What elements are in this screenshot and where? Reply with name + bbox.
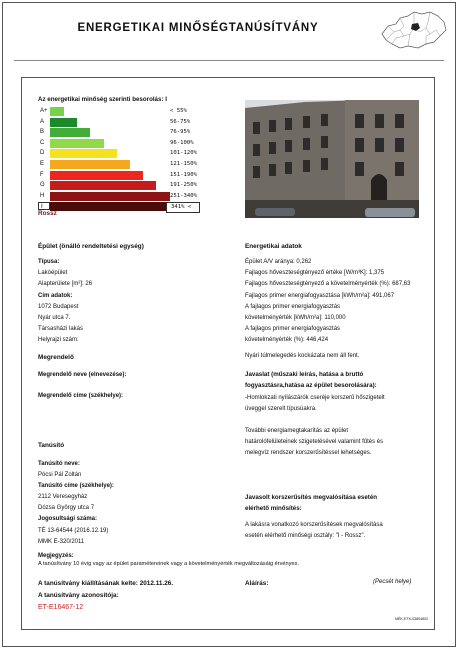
certifier-name-value: Pócsi Pál Zoltán — [38, 472, 82, 478]
license-line: TÉ 13-64544 (2016.12.19) — [38, 528, 109, 534]
signature-label: Aláírás: — [245, 580, 269, 587]
energy-class-range: 121-150% — [170, 161, 197, 167]
energy-class-row — [38, 139, 222, 148]
energy-class-range: 151-190% — [170, 171, 197, 178]
client-heading: Megrendelő — [38, 354, 74, 361]
energy-class-bar — [50, 160, 130, 169]
energy-line: Épület A/V aránya: 0,262 — [245, 259, 312, 265]
energy-class-bar — [50, 149, 117, 158]
address-line: Nyár utca 7. — [38, 315, 71, 321]
energy-class-range: 251-340% — [170, 192, 197, 199]
energy-class-row — [38, 160, 222, 169]
energy-class-bar — [50, 192, 170, 201]
energy-class-letter: A — [40, 118, 45, 125]
energy-class-bar — [50, 118, 77, 127]
energy-class-letter: C — [40, 139, 45, 146]
proposal-line: határolófelületeinek szigetelésével valamint fűtés és — [245, 439, 384, 445]
energy-line: A fajlagos primer energiafogyasztás — [245, 326, 341, 332]
notes-text: A tanúsítvány 10 évig vagy az épület paramétereinek vagy a követelményérték megváltozásáig érvényes. — [38, 561, 299, 567]
energy-line: A fajlagos primer energiafogyasztás — [245, 304, 341, 310]
license-label: Jogosultsági száma: — [38, 516, 98, 522]
hungary-map-icon — [378, 4, 450, 56]
energy-heading: Energetikai adatok — [245, 243, 302, 250]
energy-class-row — [38, 149, 222, 158]
proposal-line: melegvíz rendszer korszerűsítéssel lehetséges. — [245, 450, 372, 456]
license-line: MMK E-320/2011 — [38, 539, 85, 545]
building-type-label: Típusa: — [38, 259, 60, 265]
overheat-note: Nyári túlmelegedés kockázata nem áll fent. — [245, 353, 360, 359]
upgrade-line: esetén elérhető minőségi osztály: "I - Rossz". — [245, 533, 366, 539]
energy-class-letter: A+ — [40, 108, 48, 114]
upgrade-heading: Javasolt korszerűsítés megvalósítása esetén — [245, 494, 378, 501]
building-area: Alapterülete [m²]: 26 — [38, 281, 93, 287]
upgrade-heading: elérhető minősítés: — [245, 505, 302, 512]
energy-line: Fajlagos hőveszteségtényező értéke [W/m³K]: 1,375 — [245, 270, 385, 276]
proposal-line: üveggel szerelt típusúakra. — [245, 406, 317, 412]
plot-number-label: Helyrajzi szám: — [38, 337, 79, 343]
proposal-heading: Javaslat (műszaki leírás, hatása a bruttó — [245, 371, 364, 378]
energy-line: Fajlagos primer energiafogyasztása [kWh/m²a]: 491,067 — [245, 293, 395, 299]
energy-class-letter: F — [40, 171, 44, 178]
energy-class-bar — [50, 171, 143, 180]
energy-class-row — [38, 118, 222, 127]
client-address-label: Megrendelő címe (székhelye): — [38, 393, 124, 399]
energy-class-bar — [50, 139, 104, 148]
address-label: Cím adatok: — [38, 293, 73, 299]
energy-class-letter: I — [38, 202, 50, 210]
certifier-address-line: 2112 Veresegyház — [38, 494, 88, 500]
energy-class-bar — [50, 128, 90, 137]
energy-class-range: 96-100% — [170, 139, 194, 146]
energy-class-letter: B — [40, 129, 45, 136]
classification-heading: Az energetikai minőség szerinti besorolás: I — [38, 96, 167, 103]
building-photo — [245, 100, 419, 218]
energy-class-row — [38, 192, 222, 201]
classification-result: Rossz — [38, 210, 57, 217]
certifier-name-label: Tanúsító neve: — [38, 461, 80, 467]
energy-class-letter: D — [40, 150, 45, 157]
footer-code: MÉK-ETK-03804802 — [395, 617, 429, 621]
building-type-value: Lakóépület — [38, 270, 68, 276]
energy-class-row — [38, 181, 222, 190]
energy-class-bar — [50, 202, 183, 211]
certificate-title: ENERGETIKAI MINŐSÉGTANÚSÍTVÁNY — [77, 22, 319, 34]
energy-line: követelményérték [kWh/m²a]: 110,000 — [245, 315, 346, 321]
energy-class-row — [38, 202, 222, 211]
energy-line: követelményérték (%): 446,424 — [245, 337, 329, 343]
proposal-line: -Homlokzati nyílászárók cseréje korszerű hőszigetelt — [245, 395, 385, 401]
energy-class-row — [38, 171, 222, 180]
issue-date: A tanúsítvány kiállításának kelte: 2012.11.26. — [38, 580, 174, 587]
energy-class-letter: H — [40, 192, 45, 199]
energy-class-range: 76-95% — [170, 129, 191, 136]
proposal-line: További energiamegtakarítás az épület — [245, 428, 349, 434]
header-divider — [14, 60, 444, 61]
certifier-address-line: Dózsa György utca 7 — [38, 505, 95, 511]
energy-class-bar — [50, 181, 156, 190]
upgrade-line: A lakásra vonatkozó korszerűsítések megvalósítása — [245, 522, 383, 528]
energy-class-letter: G — [40, 182, 45, 189]
certificate-id-label: A tanúsítvány azonosítója: — [38, 592, 119, 599]
energy-class-range: 101-120% — [170, 150, 197, 157]
energy-class-range: < 55% — [170, 108, 187, 114]
certifier-address-label: Tanúsító címe (székhelye): — [38, 483, 114, 489]
certificate-id-value: ET-E16467-12 — [38, 604, 84, 611]
building-heading: Épület (önálló rendeltetési egység) — [38, 243, 144, 250]
energy-class-range: 341% < — [166, 202, 200, 213]
address-line: 1072 Budapest — [38, 304, 79, 310]
notes-label: Megjegyzés: — [38, 553, 74, 559]
energy-class-letter: E — [40, 161, 45, 167]
energy-class-row — [38, 107, 222, 116]
certifier-heading: Tanúsító — [38, 442, 65, 449]
energy-line: Fajlagos hőveszteségtényező a követelményérték (%): 687,63 — [245, 281, 411, 287]
energy-class-row — [38, 128, 222, 137]
energy-class-range: 56-75% — [170, 118, 191, 125]
stamp-label: (Pecsét helye) — [373, 579, 412, 585]
address-line: Társasházi lakás — [38, 326, 84, 332]
proposal-heading: fogyasztásra,hatása az épület besorolására): — [245, 382, 377, 389]
energy-class-bar — [50, 107, 64, 116]
energy-class-range: 191-250% — [170, 182, 197, 189]
client-name-label: Megrendelő neve (elnevezése): — [38, 372, 127, 378]
